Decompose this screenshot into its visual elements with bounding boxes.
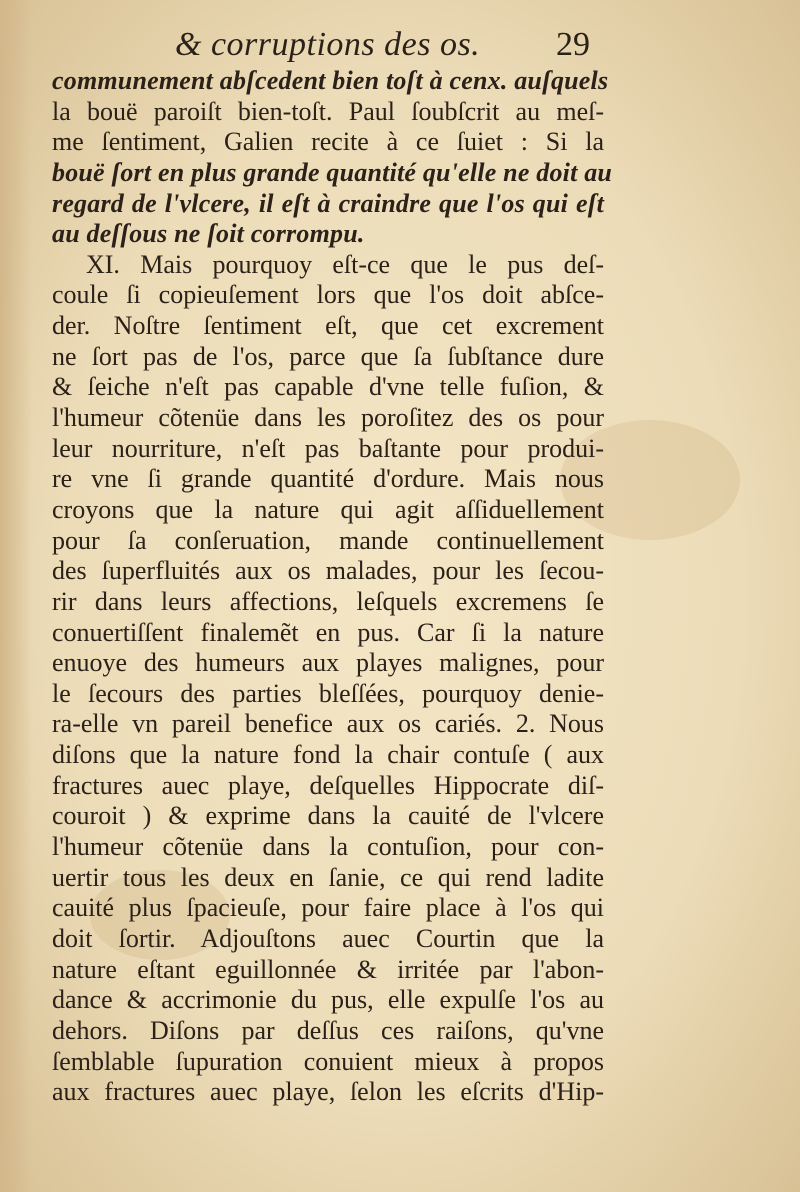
text-line: l'humeur cõtenüe dans les poroſitez des os pour [52,403,604,433]
text-line: doit ſortir. Adjouſtons auec Courtin que la [52,923,604,953]
text-line: l'humeur cõtenüe dans la contuſion, pour con- [52,832,604,862]
text-line: conuertiſſent finalemẽt en pus. Car ſi la nature [52,617,604,647]
body-text [52,66,613,1108]
text-line: uertir tous les deux en ſanie, ce qui rend ladite [52,862,604,892]
text-line: pour ſa conſeruation, mande continuellement [52,525,604,555]
text-line: cauité plus ſpacieuſe, pour faire place à l'os qui [52,893,604,923]
text-line: communement abſcedent bien toſt à cenx. auſquels [52,66,609,95]
text-line: ſemblable ſupuration conuient mieux à propos [52,1046,604,1076]
text-line: des ſuperfluités aux os malades, pour les ſecou- [52,556,604,586]
text-line: couroit ) & exprime dans la cauité de l'vlcere [52,801,604,831]
text-line: aux fractures auec playe, ſelon les eſcrits d'Hip- [52,1077,604,1107]
text-line: & ſeiche n'eſt pas capable d'vne telle fuſion, & [52,372,604,402]
text-line: le ſecours des parties bleſſées, pourquoy denie- [52,678,604,708]
text-line: la bouë paroiſt bien-toſt. Paul ſoubſcrit au meſ- [52,96,604,126]
text-line: dance & accrimonie du pus, elle expulſe l'os au [52,985,604,1015]
text-line: diſons que la nature fond la chair contuſe ( aux [52,740,604,770]
text-line: rir dans leurs affections, leſquels excremens ſe [52,586,604,616]
text-line: XI. Mais pourquoy eſt-ce que le pus deſ- [86,249,604,279]
text-line: der. Noſtre ſentiment eſt, que cet excrement [52,311,604,341]
text-line: leur nourriture, n'eſt pas baſtante pour produi- [52,433,604,463]
text-line: me ſentiment, Galien recite à ce ſuiet : Si la [52,127,604,157]
text-line: bouë ſort en plus grande quantité qu'elle ne doit au [52,157,613,187]
page-gutter-shadow [0,0,32,1192]
running-head-title: & corruptions des os. [175,26,481,63]
text-line: dehors. Diſons par deſſus ces raiſons, qu'vne [52,1015,604,1045]
text-line: nature eſtant eguillonnée & irritée par l'abon- [52,954,604,984]
text-line: enuoye des humeurs aux playes malignes, pour [52,648,604,678]
text-line: coule ſi copieuſement lors que l'os doit abſce- [52,280,604,310]
text-line: ne ſort pas de l'os, parce que ſa ſubſtance dure [52,341,604,371]
text-line: croyons que la nature qui agit aſſiduellement [52,494,604,524]
text-line: fractures auec playe, deſquelles Hippocrate diſ- [52,770,604,800]
page-number: 29 [556,26,590,63]
text-line: regard de l'vlcere, il eſt à craindre que l'os qui eſt [52,188,604,218]
text-line: re vne ſi grande quantité d'ordure. Mais nous [52,464,604,494]
running-head [0,18,800,68]
text-line: ra-elle vn pareil benefice aux os cariés. 2. Nous [52,709,604,739]
text-line: au deſſous ne ſoit corrompu. [52,219,365,249]
